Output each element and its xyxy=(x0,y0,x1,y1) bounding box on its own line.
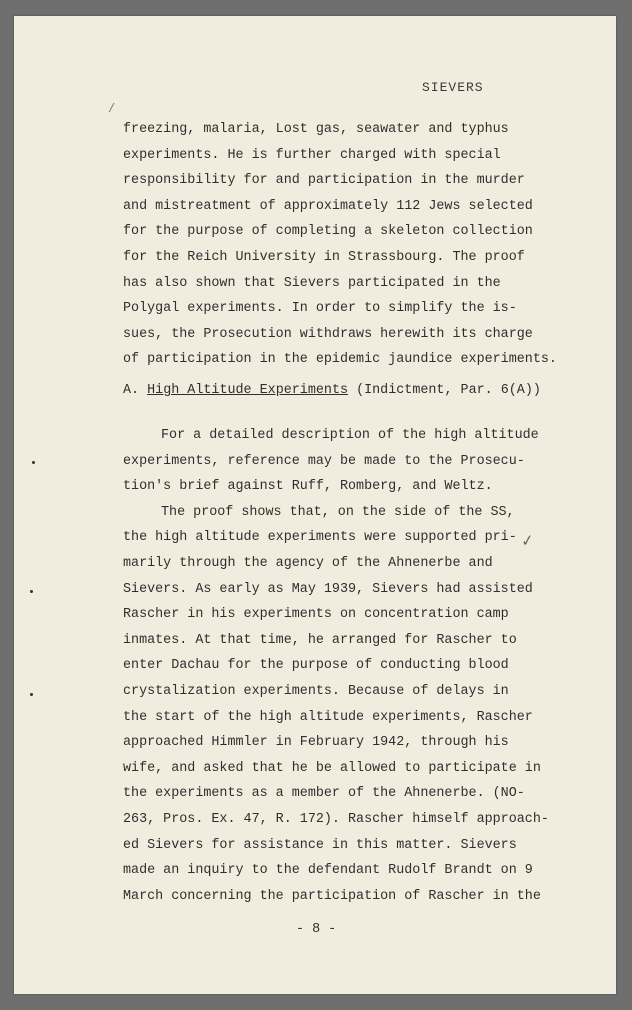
section-reference: (Indictment, Par. 6(A)) xyxy=(356,383,541,398)
text-line: freezing, malaria, Lost gas, seawater and typhus xyxy=(123,122,509,137)
text-line: the start of the high altitude experiments, Rascher xyxy=(123,709,533,725)
text-line: for the purpose of completing a skeleton collection xyxy=(123,224,533,240)
page-header: SIEVERS xyxy=(422,80,484,95)
text-line: tion's brief against Ruff, Romberg, and Weltz. xyxy=(123,479,493,495)
text-line: crystalization experiments. Because of delays in xyxy=(123,683,509,699)
text-line: the high altitude experiments were supported pri- xyxy=(123,530,517,546)
margin-dot xyxy=(32,461,35,464)
text-line: sues, the Prosecution withdraws herewith its charge xyxy=(123,326,533,342)
section-heading xyxy=(123,383,541,398)
text-line: For a detailed description of the high altitude xyxy=(161,428,539,443)
text-line: made an inquiry to the defendant Rudolf Brandt on 9 xyxy=(123,863,533,879)
text-line: of participation in the epidemic jaundice experiments. xyxy=(123,352,557,368)
text-line: marily through the agency of the Ahnenerbe and xyxy=(123,555,493,571)
paragraph-1 xyxy=(123,117,563,373)
text-line: Rascher in his experiments on concentration camp xyxy=(123,607,509,623)
text-line: March concerning the participation of Rascher in the xyxy=(123,888,541,904)
text-line: Polygal experiments. In order to simplify the is- xyxy=(123,301,517,317)
text-line: Sievers. As early as May 1939, Sievers had assisted xyxy=(123,581,533,597)
text-line: The proof shows that, on the side of the SS, xyxy=(161,504,515,520)
text-line: for the Reich University in Strassbourg. The proof xyxy=(123,249,525,265)
text-line: approached Himmler in February 1942, through his xyxy=(123,735,509,751)
paragraph-2 xyxy=(123,423,563,909)
page-number: - 8 - xyxy=(296,922,337,937)
text-line: wife, and asked that he be allowed to participate in xyxy=(123,760,541,776)
text-line: experiments. He is further charged with special xyxy=(123,147,501,163)
text-line: and mistreatment of approximately 112 Jews selected xyxy=(123,198,533,214)
text-line: responsibility for and participation in the murder xyxy=(123,173,525,189)
text-line: 263, Pros. Ex. 47, R. 172). Rascher himself approach- xyxy=(123,811,549,827)
checkmark-annotation: ✓ xyxy=(520,531,535,553)
margin-dot xyxy=(30,590,33,593)
text-line: has also shown that Sievers participated in the xyxy=(123,275,501,291)
text-line: inmates. At that time, he arranged for Rascher to xyxy=(123,632,517,648)
section-title: High Altitude Experiments xyxy=(147,383,349,398)
margin-dot xyxy=(30,693,33,696)
text-line: experiments, reference may be made to the Prosecu- xyxy=(123,453,525,469)
text-line: ed Sievers for assistance in this matter. Sievers xyxy=(123,837,517,853)
margin-mark: / xyxy=(108,102,116,116)
text-line: the experiments as a member of the Ahnenerbe. (NO- xyxy=(123,786,525,802)
text-line: enter Dachau for the purpose of conducting blood xyxy=(123,658,509,674)
section-number: A. xyxy=(123,383,140,398)
